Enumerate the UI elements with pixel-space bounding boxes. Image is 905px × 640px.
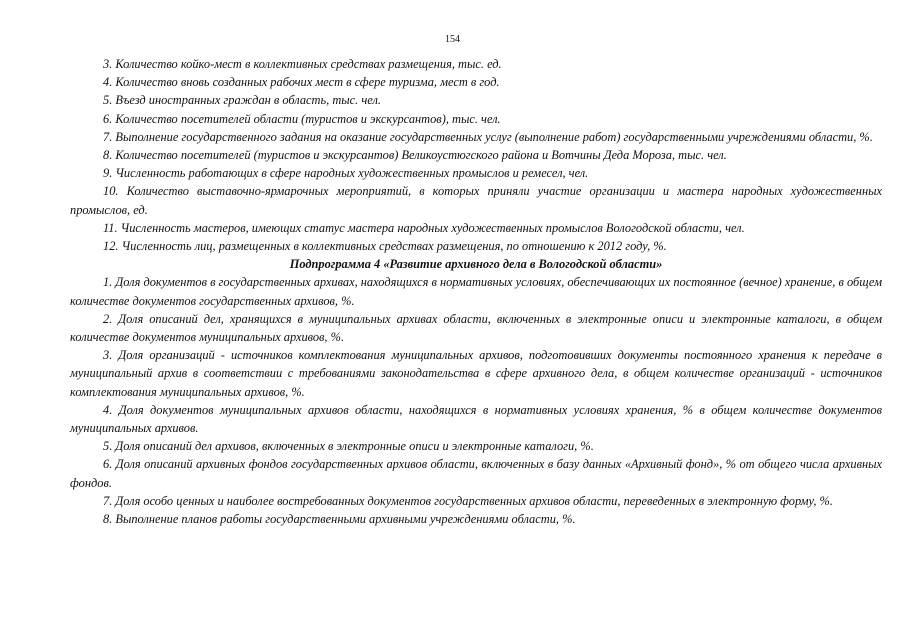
list-item: 3. Количество койко-мест в коллективных средствах размещения, тыс. ед. (103, 57, 502, 71)
list-item: 5. Въезд иностранных граждан в область, тыс. чел. (103, 93, 381, 108)
list-item: 7. Доля особо ценных и наиболее востребованных документов государственных архивов области, переведенных в электронную форму, %. (103, 493, 833, 508)
list-item: 5. Доля описаний дел архивов, включенных в электронные описи и электронные каталоги, %. (103, 439, 594, 454)
subprogram-heading: Подпрограмма 4 «Развитие архивного дела в Вологодской области» (289, 257, 663, 272)
document-body (70, 55, 882, 528)
page-number: 154 (445, 34, 460, 45)
list-item: 9. Численность работающих в сфере народных художественных промыслов и ремесел, чел. (103, 166, 589, 181)
list-item: 12. Численность лиц, размещенных в коллективных средствах размещения, по отношению к 2012 году, %. (103, 239, 667, 254)
list-item: 6. Количество посетителей области (туристов и экскурсантов), тыс. чел. (103, 111, 501, 126)
list-item: 4. Количество вновь созданных рабочих мест в сфере туризма, мест в год. (103, 75, 500, 90)
list-item: 2. Доля описаний дел, хранящихся в муниципальных архивах области, включенных в электронные описи и электронные каталоги, в общем количестве документов муниципальных архивов, %. (70, 311, 882, 345)
list-item: 11. Численность мастеров, имеющих статус мастера народных художественных промыслов Вологодской области, чел. (103, 220, 745, 235)
list-item: 8. Количество посетителей (туристов и экскурсантов) Великоустюгского района и Вотчины Деда Мороза, тыс. чел. (103, 148, 727, 163)
list-item: 7. Выполнение государственного задания на оказание государственных услуг (выполнение работ) государственными учреждениями области, %. (103, 129, 873, 144)
list-item: 4. Доля документов муниципальных архивов области, находящихся в нормативных условиях хранения, % в общем количестве документов муниципальных архивов. (70, 402, 882, 436)
list-item: 10. Количество выставочно-ярмарочных мероприятий, в которых приняли участие организации и мастера народных художественных промыслов, ед. (70, 184, 882, 217)
list-item: 8. Выполнение планов работы государственными архивными учреждениями области, %. (103, 512, 576, 527)
list-item: 6. Доля описаний архивных фондов государственных архивов области, включенных в базу данных «Архивный фонд», % от общего числа архивных фондов. (70, 457, 882, 490)
list-item: 1. Доля документов в государственных архивах, находящихся в нормативных условиях, обеспечивающих их постоянное (вечное) хранение, в общем количестве документов государственных архивов, %. (70, 275, 882, 308)
list-item: 3. Доля организаций - источников комплектования муниципальных архивов, подготовивших документы постоянного хранения к передаче в муниципальный архив в соответствии с требованиями законодательства в сфере архивного дела, в общем количестве организаций - источников комплектования муниципальных архивов, %. (70, 348, 882, 399)
